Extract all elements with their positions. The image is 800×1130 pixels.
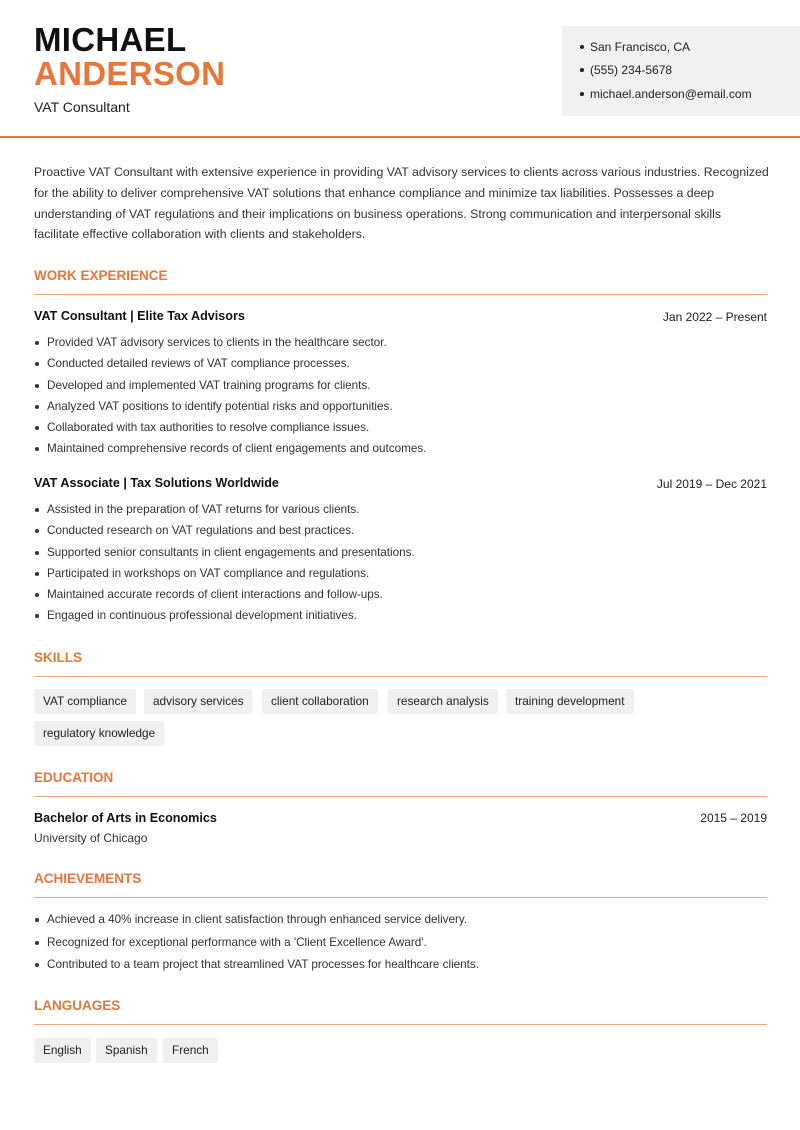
list-item: Recognized for exceptional performance with a 'Client Excellence Award'.: [34, 932, 764, 955]
language-chip: Spanish: [96, 1038, 157, 1063]
section-title-skills: SKILLS: [34, 650, 83, 665]
list-item: Developed and implemented VAT training programs for clients.: [34, 375, 764, 396]
section-title-languages: LANGUAGES: [34, 998, 121, 1013]
list-item: Supported senior consultants in client engagements and presentations.: [34, 542, 764, 563]
last-name: ANDERSON: [34, 55, 226, 92]
list-item: Provided VAT advisory services to clients in the healthcare sector.: [34, 332, 764, 353]
section-divider: [34, 676, 767, 677]
list-item: Contributed to a team project that streamlined VAT processes for healthcare clients.: [34, 954, 764, 977]
job-title: VAT Consultant: [34, 99, 130, 115]
section-divider: [34, 294, 767, 295]
bullet-icon: [580, 45, 584, 49]
list-item: Maintained comprehensive records of client engagements and outcomes.: [34, 438, 764, 459]
list-item: Achieved a 40% increase in client satisfaction through enhanced service delivery.: [34, 909, 764, 932]
skill-chip: advisory services: [144, 689, 252, 714]
skill-chip: VAT compliance: [34, 689, 136, 714]
list-item: Conducted detailed reviews of VAT compliance processes.: [34, 353, 764, 374]
skill-chip: client collaboration: [262, 689, 378, 714]
list-item: Maintained accurate records of client interactions and follow-ups.: [34, 584, 764, 605]
job-heading: VAT Consultant | Elite Tax Advisors: [34, 309, 245, 323]
list-item: Analyzed VAT positions to identify potential risks and opportunities.: [34, 396, 764, 417]
contact-email: [580, 87, 752, 101]
language-chip: English: [34, 1038, 91, 1063]
section-divider: [34, 796, 767, 797]
first-name: MICHAEL: [34, 21, 187, 58]
location-text: San Francisco, CA: [590, 40, 691, 54]
phone-text: (555) 234-5678: [590, 63, 673, 77]
job-dates: Jul 2019 – Dec 2021: [656, 477, 767, 491]
section-divider: [34, 897, 767, 898]
education-dates: 2015 – 2019: [700, 811, 767, 825]
list-item: Participated in workshops on VAT compliance and regulations.: [34, 563, 764, 584]
section-title-education: EDUCATION: [34, 770, 114, 785]
contact-location: [580, 40, 690, 54]
job-bullets: [34, 332, 764, 460]
language-chip: French: [163, 1038, 218, 1063]
section-divider: [34, 1024, 767, 1025]
bullet-icon: [580, 92, 584, 96]
job-heading: VAT Associate | Tax Solutions Worldwide: [34, 476, 279, 490]
contact-phone: [580, 63, 672, 77]
section-title-work: WORK EXPERIENCE: [34, 268, 168, 283]
list-item: Engaged in continuous professional development initiatives.: [34, 605, 764, 626]
achievements-list: [34, 909, 764, 977]
education-school: University of Chicago: [34, 831, 148, 845]
skill-chip: research analysis: [388, 689, 498, 714]
job-bullets: [34, 499, 764, 627]
contact-box: [562, 26, 800, 116]
professional-summary: Proactive VAT Consultant with extensive experience in providing VAT advisory services to clients across various industries. Recognized for the ability to deliver comprehensive VAT solutions that enhance compliance and minimize tax liabilities. Possesses a deep understanding of VAT regulations and their implications on business operations. Strong communication and interpersonal skills facilitate effective collaboration with clients and stakeholders.: [34, 165, 769, 242]
list-item: Conducted research on VAT regulations and best practices.: [34, 520, 764, 541]
email-text: michael.anderson@email.com: [590, 87, 752, 101]
section-title-achievements: ACHIEVEMENTS: [34, 871, 142, 886]
resume-header: [0, 0, 800, 138]
job-dates: Jan 2022 – Present: [662, 310, 767, 324]
education-degree: Bachelor of Arts in Economics: [34, 811, 217, 825]
list-item: Collaborated with tax authorities to resolve compliance issues.: [34, 417, 764, 438]
list-item: Assisted in the preparation of VAT returns for various clients.: [34, 499, 764, 520]
skill-chip: training development: [506, 689, 634, 714]
skill-chip: regulatory knowledge: [34, 721, 164, 746]
bullet-icon: [580, 68, 584, 72]
